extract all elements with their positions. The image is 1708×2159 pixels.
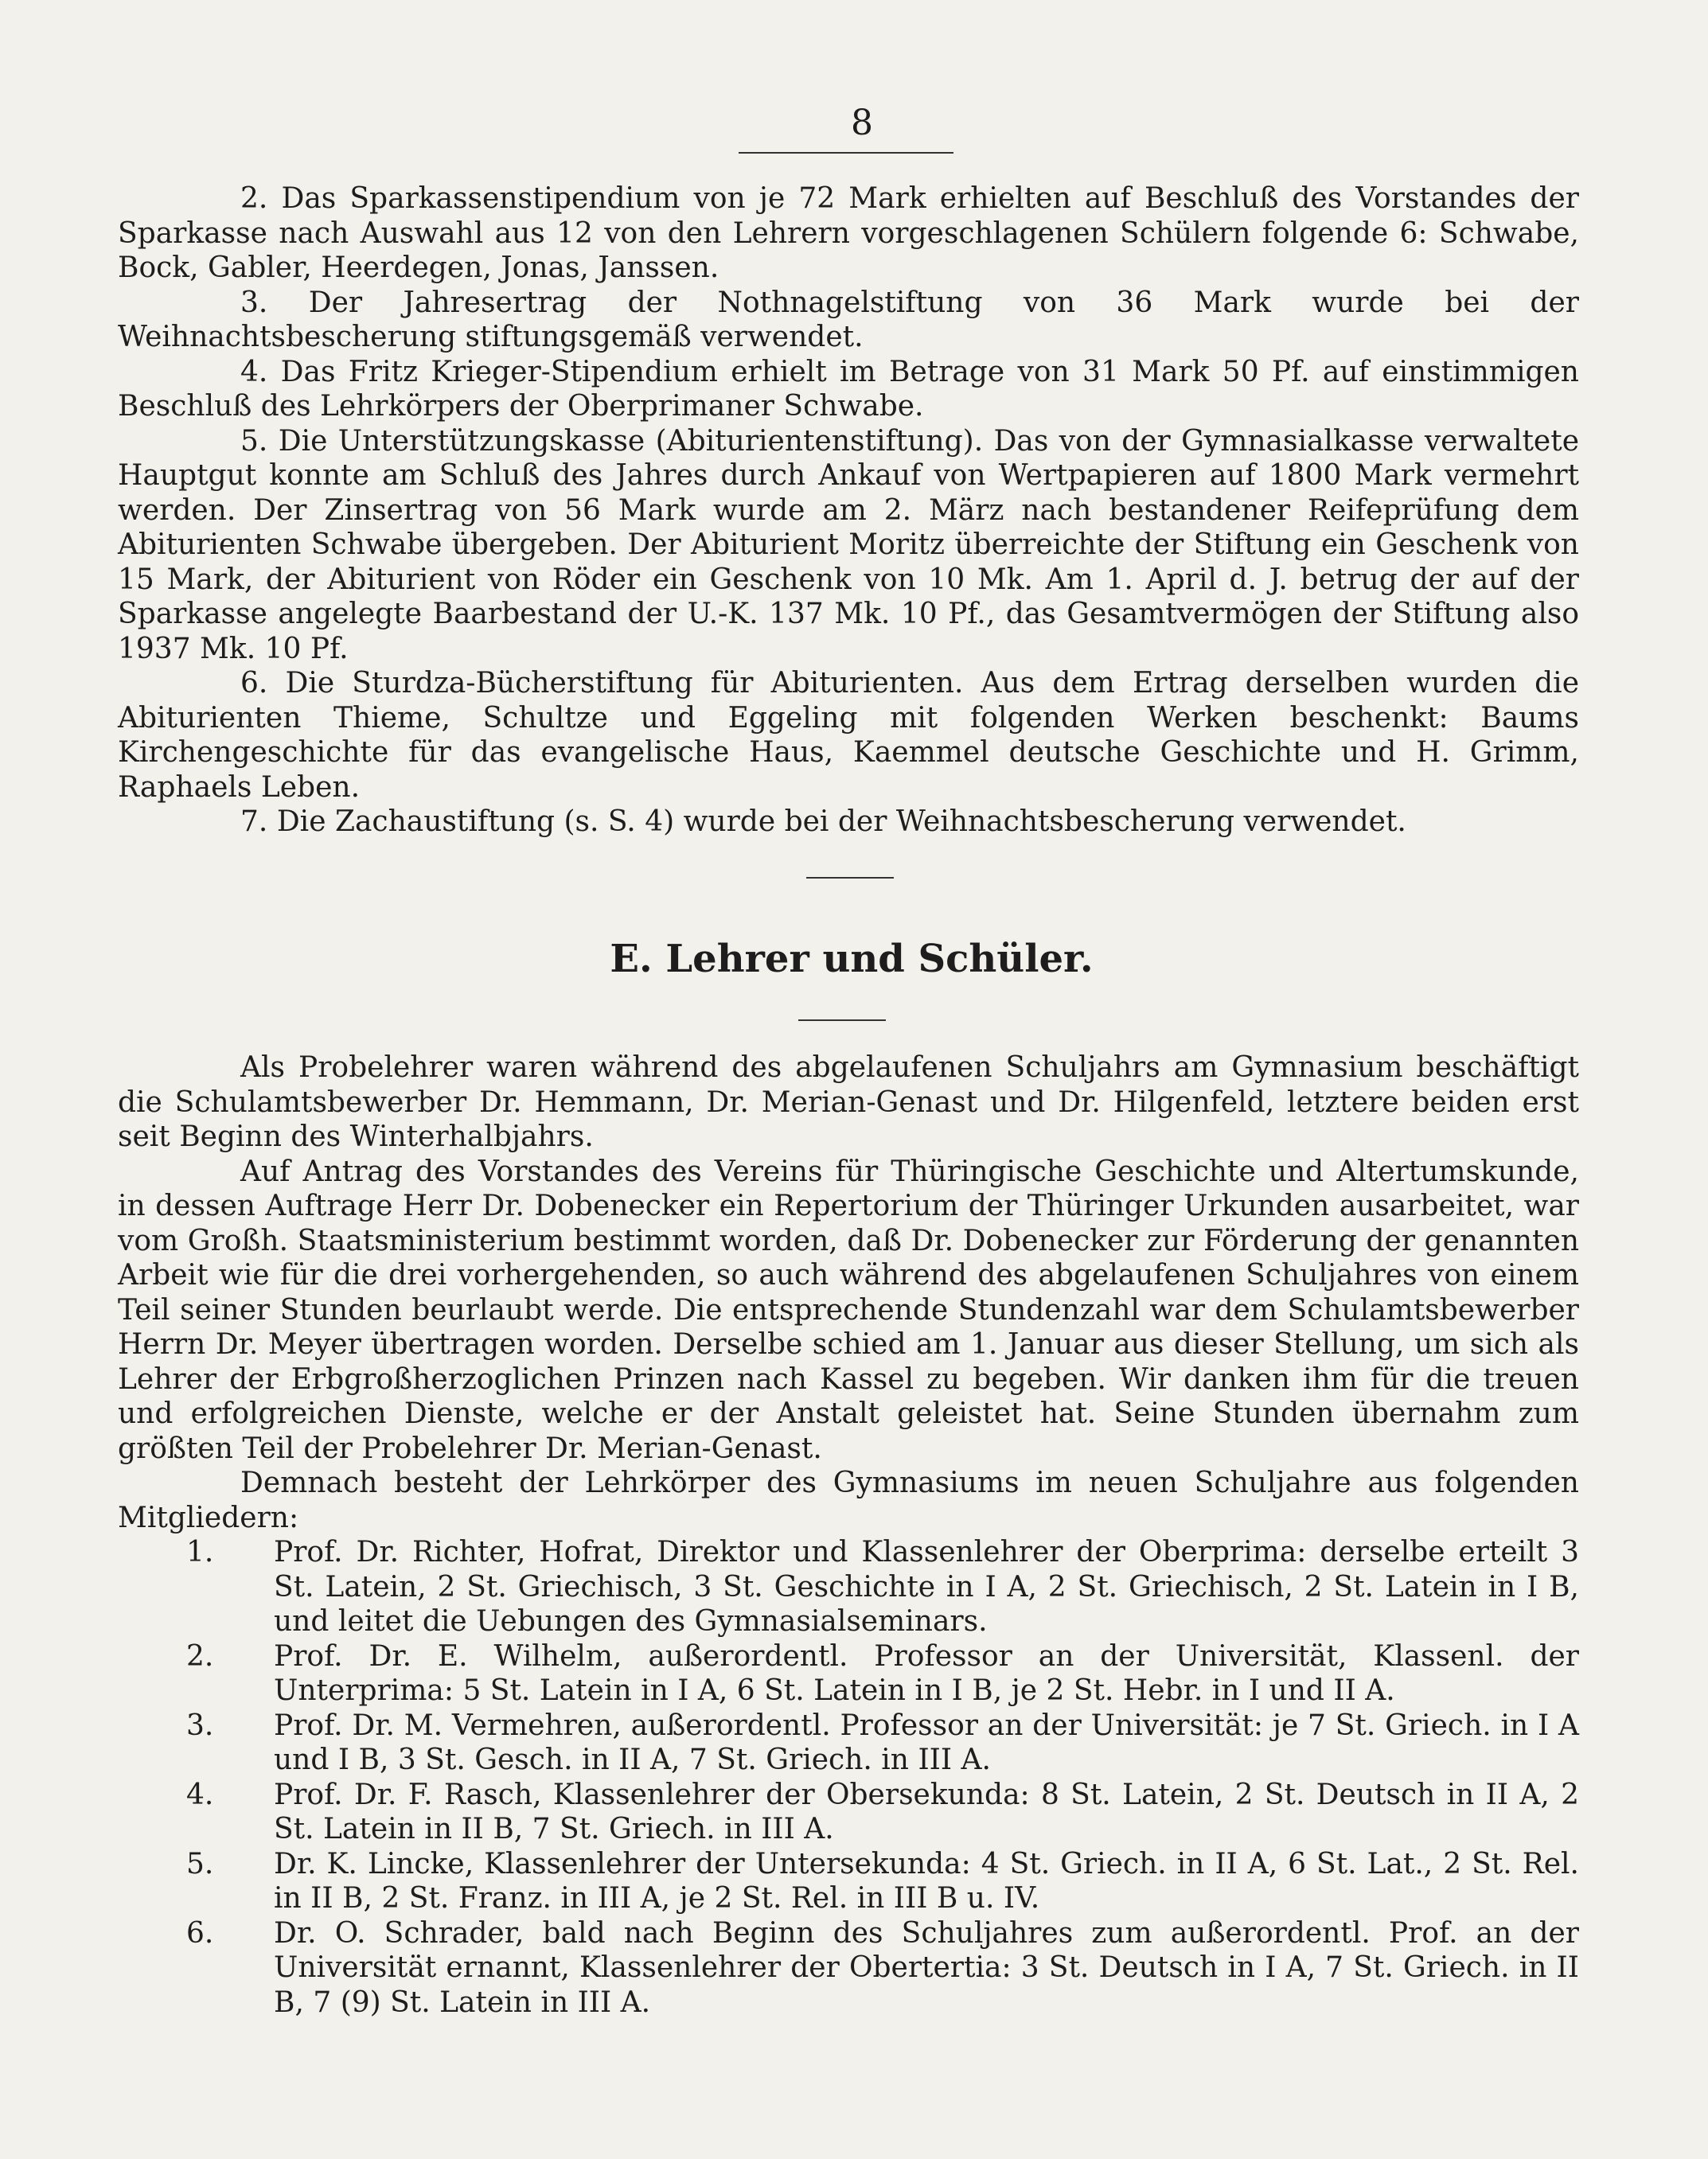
foundations-list — [118, 181, 1579, 840]
teacher-item: 2. Prof. Dr. E. Wilhelm, außerordentl. Professor an der Universität, Klassenl. der Unterprima: 5 St. Latein in I A, 6 St. Latein in I B, je 2 St. Hebr. in I und II A. — [186, 1639, 1579, 1707]
list-item: 7. Die Zachaustiftung (s. S. 4) wurde bei der Weihnachtsbescherung verwendet. — [240, 805, 1406, 838]
list-item: 6. Die Sturdza-Bücherstiftung für Abiturienten. Aus dem Ertrag derselben wurden die Abiturienten Thieme, Schultze und Eggeling mit folgenden Werken beschenkt: Baums Kirchengeschichte für das evangelische Haus, Kaemmel deutsche Geschichte und H. Grimm, Raphaels Leben. — [118, 667, 1579, 804]
list-item: 4. Das Fritz Krieger-Stipendium erhielt im Betrage von 31 Mark 50 Pf. auf einstimmigen Beschluß des Lehrkörpers der Oberprimaner Schwabe. — [118, 355, 1579, 423]
heading-underline — [798, 1019, 886, 1021]
paragraph-lehrkoerper: Demnach besteht der Lehrkörper des Gymnasiums im neuen Schuljahre aus folgenden Mitgliedern: — [118, 1467, 1579, 1534]
list-item: 5. Die Unterstützungskasse (Abiturientenstiftung). Das von der Gymnasialkasse verwaltete Hauptgut konnte am Schluß des Jahres durch Ankauf von Wertpapieren auf 1800 Mark vermehrt werden. Der Zinsertrag von 56 Mark wurde am 2. März nach bestandener Reifeprüfung dem Abiturienten Schwabe übergeben. Der Abiturient Moritz überreichte der Stiftung ein Geschenk von 15 Mark, der Abiturient von Röder ein Geschenk von 10 Mk. Am 1. April d. J. betrug der auf der Sparkasse angelegte Baarbestand der U.-K. 137 Mk. 10 Pf., das Gesamtvermögen der Stiftung also 1937 Mk. 10 Pf. — [118, 424, 1580, 665]
teacher-item: 6. Dr. O. Schrader, bald nach Beginn des Schuljahres zum außerordentl. Prof. an der Universität ernannt, Klassenlehrer der Obertertia: 3 St. Deutsch in I A, 7 St. Griech. in II B, 7 (9) St. Latein in III A. — [186, 1916, 1579, 2019]
paragraph-dobenecker: Auf Antrag des Vorstandes des Vereins für Thüringische Geschichte und Altertumskunde, in dessen Auftrage Herr Dr. Dobenecker ein Repertorium der Thüringer Urkunden ausarbeitet, war vom Großh. Staatsministerium bestimmt worden, daß Dr. Dobenecker zur Förderung der genannten Arbeit wie für die drei vorhergehenden, so auch während des abgelaufenen Schuljahres von einem Teil seiner Stunden beurlaubt werde. Die entsprechende Stundenzahl war dem Schulamtsbewerber Herrn Dr. Meyer übertragen worden. Derselbe schied am 1. Januar aus dieser Stellung, um sich als Lehrer der Erbgroßherzoglichen Prinzen nach Kassel zu begeben. Wir danken ihm für die treuen und erfolgreichen Dienste, welche er der Anstalt geleistet hat. Seine Stunden übernahm zum größten Teil der Probelehrer Dr. Merian-Genast. — [118, 1155, 1579, 1465]
paragraph-probelehrer: Als Probelehrer waren während des abgelaufenen Schuljahrs am Gymnasium beschäftigt die Schulamtsbewerber Dr. Hemmann, Dr. Merian-Genast und Dr. Hilgenfeld, letztere beiden erst seit Beginn des Winterhalbjahrs. — [118, 1051, 1579, 1153]
page-number: 8 — [851, 103, 873, 143]
section-heading: E. Lehrer und Schüler. — [610, 937, 1094, 981]
teacher-item: 3. Prof. Dr. M. Vermehren, außerordentl. Professor an der Universität: je 7 St. Griech. in I A und I B, 3 St. Gesch. in II A, 7 St. Griech. in III A. — [186, 1709, 1579, 1776]
teacher-item: 5. Dr. K. Lincke, Klassenlehrer der Untersekunda: 4 St. Griech. in II A, 6 St. Lat., 2 St. Rel. in II B, 2 St. Franz. in III A, je 2 St. Rel. in III B u. IV. — [186, 1847, 1579, 1915]
teachers-section — [118, 1050, 1579, 2020]
section-divider — [806, 877, 894, 879]
list-item: 3. Der Jahresertrag der Nothnagelstiftung von 36 Mark wurde bei der Weihnachtsbescherung stiftungsgemäß verwendet. — [118, 286, 1579, 353]
teacher-item: 1. Prof. Dr. Richter, Hofrat, Direktor und Klassenlehrer der Oberprima: derselbe erteilt 3 St. Latein, 2 St. Griechisch, 3 St. Geschichte in I A, 2 St. Griechisch, 2 St. Latein in I B, und leitet die Uebungen des Gymnasialseminars. — [186, 1536, 1579, 1638]
teacher-item: 4. Prof. Dr. F. Rasch, Klassenlehrer der Obersekunda: 8 St. Latein, 2 St. Deutsch in II A, 2 St. Latein in II B, 7 St. Griech. in III A. — [186, 1778, 1579, 1845]
list-item: 2. Das Sparkassenstipendium von je 72 Mark erhielten auf Beschluß des Vorstandes der Sparkasse nach Auswahl aus 12 von den Lehrern vorgeschlagenen Schülern folgende 6: Schwabe, Bock, Gabler, Heerdegen, Jonas, Janssen. — [118, 182, 1579, 284]
header-rule — [739, 152, 953, 154]
teacher-list — [118, 1535, 1579, 2020]
